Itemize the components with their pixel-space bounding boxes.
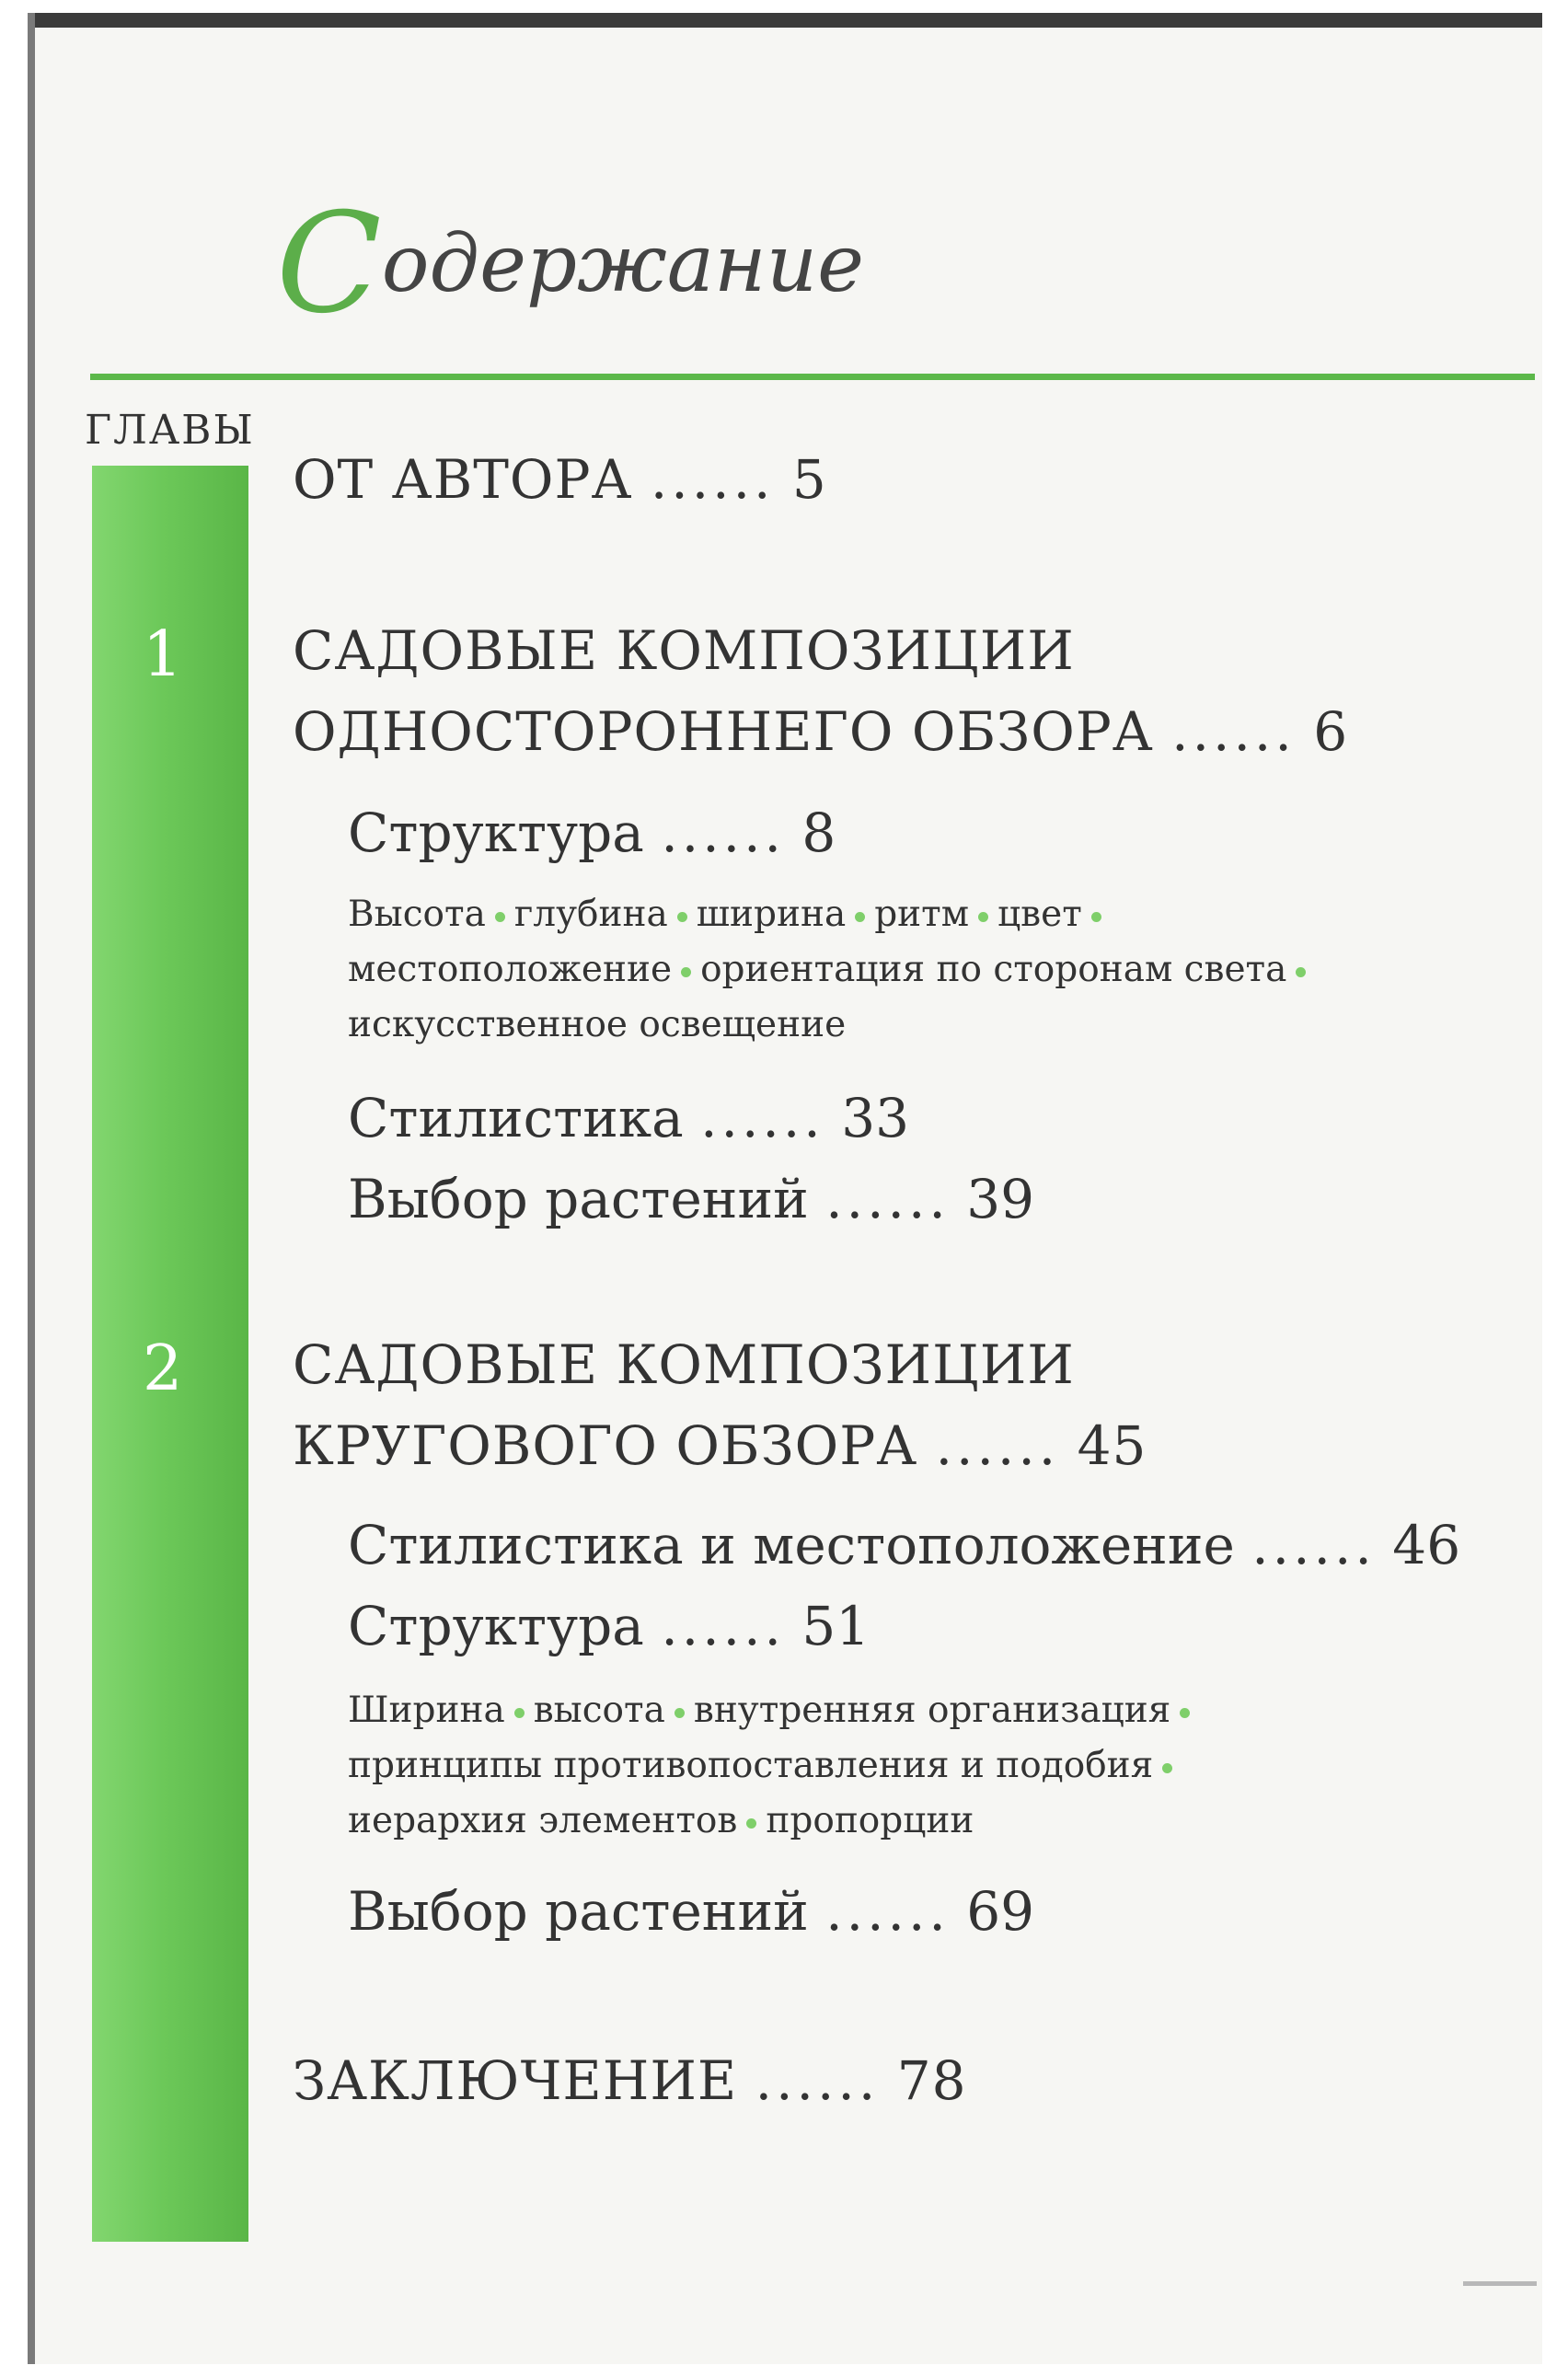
toc-page-number: 8	[801, 802, 836, 864]
bullet-icon	[1162, 1763, 1172, 1773]
topics-line	[348, 942, 1315, 998]
toc-leader-dots: ......	[825, 1168, 950, 1230]
topics-line	[348, 1794, 1199, 1849]
toc-entry-label: Выбор растений	[348, 1168, 809, 1230]
bullet-icon	[746, 1818, 756, 1829]
toc-entry-label: ЗАКЛЮЧЕНИЕ	[293, 2049, 738, 2112]
toc-entry-label: ОДНОСТОРОННЕГО ОБЗОРА	[293, 700, 1154, 763]
topic: местоположение	[348, 949, 673, 990]
toc-leader-dots: ......	[661, 802, 785, 864]
bullet-icon	[1091, 912, 1101, 922]
bullet-icon	[1296, 967, 1306, 977]
chapter-number-2: 2	[143, 1333, 183, 1405]
bullet-icon	[1180, 1708, 1190, 1718]
bullet-icon	[681, 967, 691, 977]
toc-chapter2-section-style-location[interactable]	[348, 1514, 1461, 1576]
toc-entry-label: САДОВЫЕ КОМПОЗИЦИИ	[293, 1333, 1075, 1396]
toc-chapter1-topics	[348, 887, 1315, 1053]
topic: цвет	[997, 894, 1082, 935]
title-initial: С	[276, 184, 382, 344]
topic: ориентация по сторонам света	[700, 949, 1287, 990]
toc-entry-author[interactable]	[293, 448, 827, 511]
toc-page-number: 78	[896, 2049, 967, 2112]
title-rest: одержание	[381, 218, 864, 310]
toc-page-number: 51	[801, 1595, 870, 1657]
toc-page-number: 69	[966, 1880, 1035, 1943]
toc-entry-conclusion[interactable]	[293, 2049, 967, 2112]
topic: пропорции	[766, 1800, 974, 1841]
topic: иерархия элементов	[348, 1800, 738, 1841]
toc-entry-label: ОТ АВТОРА	[293, 448, 633, 511]
toc-entry-label: САДОВЫЕ КОМПОЗИЦИИ	[293, 619, 1075, 682]
topics-line	[348, 1683, 1199, 1738]
toc-entry-label: Структура	[348, 802, 644, 864]
chapters-label: ГЛАВЫ	[85, 407, 255, 454]
toc-leader-dots: ......	[935, 1414, 1060, 1477]
toc-page-number: 33	[841, 1087, 909, 1149]
chapter-number-1: 1	[143, 618, 183, 691]
bullet-icon	[855, 912, 865, 922]
toc-entry-label: Выбор растений	[348, 1880, 809, 1943]
toc-page-number: 45	[1077, 1414, 1147, 1477]
toc-leader-dots: ......	[755, 2049, 880, 2112]
title-divider	[90, 374, 1535, 380]
topics-line	[348, 1738, 1199, 1794]
bullet-icon	[677, 912, 687, 922]
topics-line	[348, 998, 1315, 1053]
toc-chapter2-section-structure[interactable]	[348, 1595, 870, 1657]
toc-entry-label: Стилистика и местоположение	[348, 1514, 1235, 1576]
toc-leader-dots: ......	[825, 1880, 950, 1943]
toc-entry-label: Структура	[348, 1595, 644, 1657]
toc-entry-label: КРУГОВОГО ОБЗОРА	[293, 1414, 918, 1477]
toc-leader-dots: ......	[650, 448, 775, 511]
toc-leader-dots: ......	[661, 1595, 785, 1657]
bullet-icon	[978, 912, 988, 922]
toc-leader-dots: ......	[1251, 1514, 1376, 1576]
toc-chapter2-topics	[348, 1683, 1199, 1849]
bullet-icon	[514, 1708, 525, 1718]
toc-page-number: 5	[791, 448, 827, 511]
toc-chapter1-heading-line1[interactable]	[293, 619, 1075, 682]
toc-leader-dots: ......	[1171, 700, 1296, 763]
topic: внутренняя организация	[693, 1690, 1171, 1731]
topic: Высота	[348, 894, 486, 935]
toc-chapter2-heading-line1[interactable]	[293, 1333, 1075, 1396]
topic: ширина	[696, 894, 847, 935]
topic: искусственное освещение	[348, 1004, 847, 1045]
toc-leader-dots: ......	[700, 1087, 824, 1149]
toc-page-number: 39	[966, 1168, 1035, 1230]
toc-chapter2-heading-line2[interactable]	[293, 1414, 1147, 1477]
toc-chapter1-section-style[interactable]	[348, 1087, 909, 1149]
book-page	[28, 13, 1542, 2364]
toc-page-number: 6	[1313, 700, 1349, 763]
toc-entry-label: Стилистика	[348, 1087, 684, 1149]
toc-chapter1-section-structure[interactable]	[348, 802, 836, 864]
toc-chapter2-section-plants[interactable]	[348, 1880, 1035, 1943]
page-top-edge	[28, 13, 1542, 28]
page-title	[276, 184, 864, 344]
topics-line	[348, 887, 1315, 942]
toc-chapter1-section-plants[interactable]	[348, 1168, 1035, 1230]
topic: глубина	[513, 894, 668, 935]
page-corner-mark	[1463, 2281, 1537, 2286]
topic: ритм	[874, 894, 970, 935]
bullet-icon	[674, 1708, 685, 1718]
page-binding-edge	[28, 13, 35, 2364]
topic: высота	[533, 1690, 665, 1731]
topic: принципы противопоставления и подобия	[348, 1745, 1154, 1786]
topic: Ширина	[348, 1690, 505, 1731]
bullet-icon	[495, 912, 505, 922]
toc-page-number: 46	[1392, 1514, 1461, 1576]
toc-chapter1-heading-line2[interactable]	[293, 700, 1349, 763]
